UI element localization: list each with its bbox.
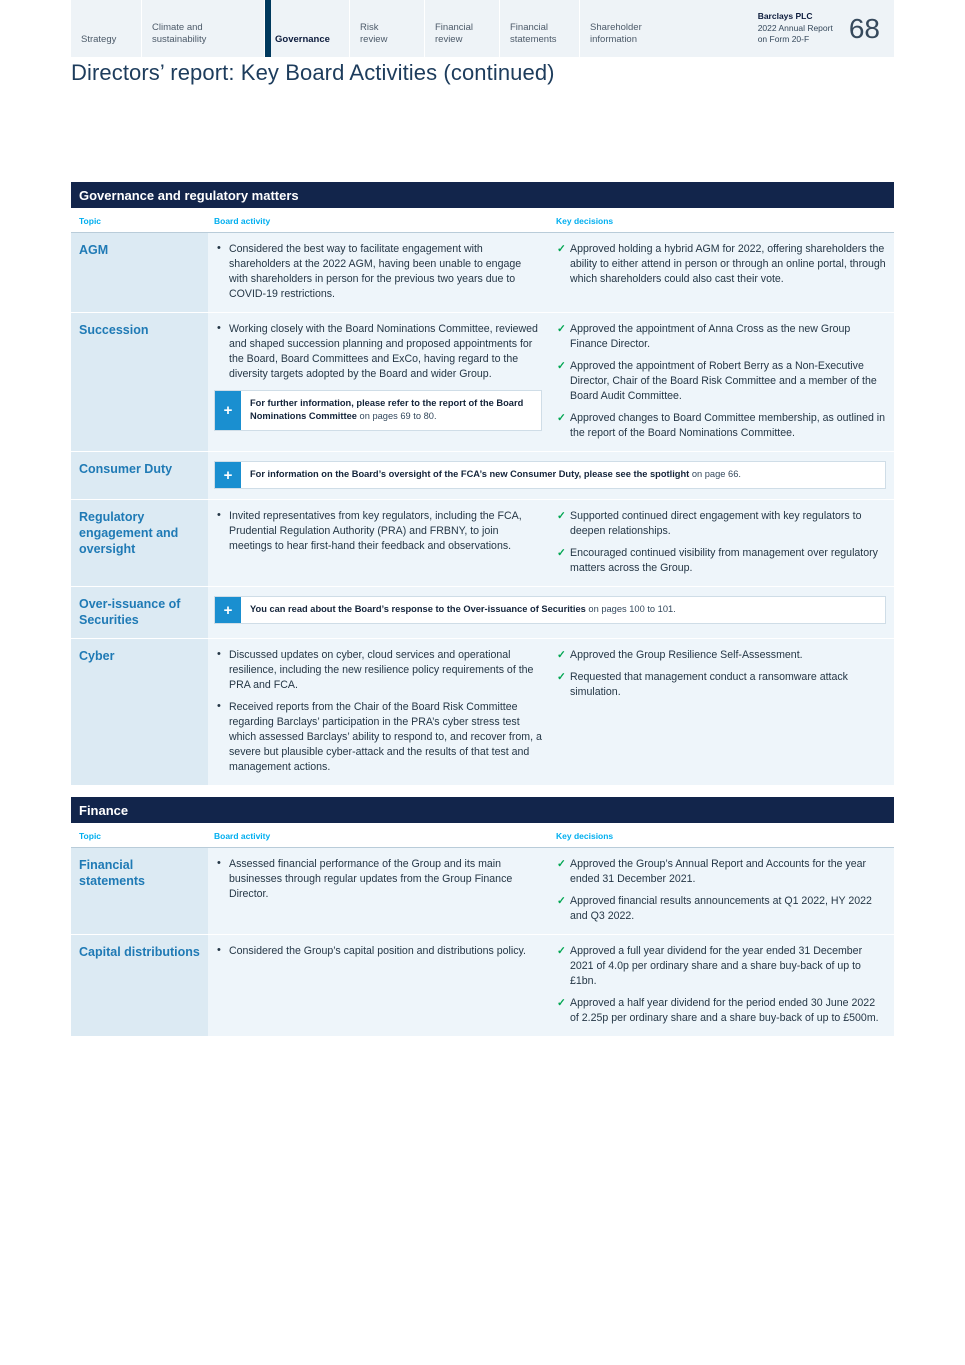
nav-tab-risk-review[interactable] bbox=[349, 0, 424, 57]
decision-bullet: ✓ Supported continued direct engagement with key regulators to deepen relationships. bbox=[556, 509, 886, 539]
decision-bullet: ✓ Approved holding a hybrid AGM for 2022, offering shareholders the ability to either attend in person or through an online portal, through which shareholders could also cast their vote. bbox=[556, 242, 886, 287]
row-board-activity bbox=[208, 233, 550, 312]
callout-bold-text: For information on the Board’s oversight of the FCA’s new Consumer Duty, please see the spotlight bbox=[250, 469, 690, 479]
page-number: 68 bbox=[848, 12, 880, 44]
activity-bullet: • Received reports from the Chair of the Board Risk Committee regarding Barclays’ participation in the PRA’s cyber stress test which assessed Barclays’ ability to respond to, and recover from, a severe but plausible cyber-attack and the results of that test and management actions. bbox=[214, 700, 542, 775]
activity-bullet: • Working closely with the Board Nominations Committee, reviewed and shaped succession planning and proposed appointments for the Board, Board Committees and ExCo, having regard to the diversity targets adopted by the Board and wider Group. bbox=[214, 322, 542, 382]
column-header-key-decisions: Key decisions bbox=[556, 831, 614, 841]
row-topic: Succession bbox=[71, 313, 208, 451]
nav-tab-label: Strategy bbox=[81, 33, 117, 45]
table-row bbox=[71, 233, 894, 313]
row-key-decisions bbox=[550, 500, 894, 586]
callout-bold-text: For further information, please refer to the report of the Board Nominations Committee bbox=[250, 398, 524, 421]
row-board-activity bbox=[208, 500, 550, 586]
section-governance-and-regulatory-matters bbox=[71, 182, 894, 786]
nav-tab-label: Risk bbox=[360, 22, 379, 33]
nav-tab-financial-review[interactable] bbox=[424, 0, 499, 57]
callout-page-reference: on pages 100 to 101. bbox=[585, 604, 676, 614]
row-key-decisions bbox=[550, 233, 894, 312]
table-row bbox=[71, 587, 894, 639]
column-header-topic: Topic bbox=[79, 831, 102, 841]
row-topic: Regulatory engagement and oversight bbox=[71, 500, 208, 586]
nav-tab-label: Governance bbox=[275, 33, 330, 45]
nav-tab-label: review bbox=[360, 33, 388, 45]
row-key-decisions bbox=[550, 313, 894, 451]
plus-icon: + bbox=[215, 597, 241, 623]
activity-bullet: • Discussed updates on cyber, cloud services and operational resilience, including the new resilience policy requirements of the PRA and FCA. bbox=[214, 648, 542, 693]
callout-page-reference: on page 66. bbox=[689, 469, 741, 479]
report-title-line1: 2022 Annual Report bbox=[757, 22, 833, 33]
table-row bbox=[71, 500, 894, 587]
nav-tab-strategy[interactable] bbox=[71, 0, 141, 57]
page-header bbox=[71, 0, 894, 57]
row-board-activity bbox=[208, 639, 550, 785]
decision-bullet: ✓ Approved a half year dividend for the period ended 30 June 2022 of 2.25p per ordinary share and a share buy-back of up to £500m. bbox=[556, 996, 886, 1026]
cross-reference-callout[interactable] bbox=[214, 461, 886, 489]
decision-bullet: ✓ Approved changes to Board Committee membership, as outlined in the report of the Board Nominations Committee. bbox=[556, 411, 886, 441]
row-board-activity bbox=[208, 848, 550, 934]
row-callout bbox=[208, 587, 894, 638]
decision-bullet: ✓ Requested that management conduct a ransomware attack simulation. bbox=[556, 670, 886, 700]
column-header-row bbox=[71, 208, 894, 233]
table-row bbox=[71, 848, 894, 935]
cross-reference-callout[interactable] bbox=[214, 596, 886, 624]
decision-bullet: ✓ Approved a full year dividend for the year ended 31 December 2021 of 4.0p per ordinary share and a share buy-back of up to £1bn. bbox=[556, 944, 886, 989]
decision-bullet: ✓ Approved the Group Resilience Self-Assessment. bbox=[556, 648, 886, 663]
report-title-line2: on Form 20-F bbox=[757, 34, 810, 45]
row-topic: AGM bbox=[71, 233, 208, 312]
activity-bullet: • Considered the Group’s capital position and distributions policy. bbox=[214, 944, 542, 959]
callout-bold-text: You can read about the Board’s response to the Over-issuance of Securities bbox=[250, 604, 586, 614]
nav-tab-governance[interactable] bbox=[264, 0, 349, 57]
nav-tab-climate-and-sustainability[interactable] bbox=[141, 0, 264, 57]
column-header-key-decisions: Key decisions bbox=[556, 216, 614, 226]
row-board-activity bbox=[208, 935, 550, 1036]
nav-tab-label: Climate and bbox=[152, 22, 203, 33]
row-topic: Cyber bbox=[71, 639, 208, 785]
decision-bullet: ✓ Approved the Group’s Annual Report and Accounts for the year ended 31 December 2021. bbox=[556, 857, 886, 887]
nav-tab-label: review bbox=[435, 33, 463, 45]
nav-tab-label: sustainability bbox=[152, 33, 207, 45]
table-row bbox=[71, 935, 894, 1037]
table-row bbox=[71, 639, 894, 786]
activity-bullet: • Assessed financial performance of the Group and its main businesses through regular updates from the Group Finance Director. bbox=[214, 857, 542, 902]
section-heading: Governance and regulatory matters bbox=[71, 182, 894, 208]
column-header-row bbox=[71, 823, 894, 848]
nav-tab-label: Shareholder bbox=[590, 22, 642, 33]
decision-bullet: ✓ Encouraged continued visibility from management over regulatory matters across the Group. bbox=[556, 546, 886, 576]
callout-page-reference: on pages 69 to 80. bbox=[356, 411, 437, 421]
activity-bullet: • Considered the best way to facilitate engagement with shareholders at the 2022 AGM, having been unable to engage with shareholders in person for the previous two years due to COVID-19 restrictions. bbox=[214, 242, 542, 302]
plus-icon: + bbox=[215, 462, 241, 488]
row-board-activity bbox=[208, 313, 550, 451]
row-key-decisions bbox=[550, 935, 894, 1036]
row-callout bbox=[208, 452, 894, 499]
section-finance bbox=[71, 797, 894, 1037]
nav-tab-label: Financial bbox=[435, 22, 474, 33]
section-nav bbox=[71, 0, 672, 57]
nav-tab-label: statements bbox=[510, 33, 557, 45]
row-topic: Financial statements bbox=[71, 848, 208, 934]
nav-tab-financial-statements[interactable] bbox=[499, 0, 579, 57]
cross-reference-callout[interactable] bbox=[214, 390, 542, 431]
row-topic: Consumer Duty bbox=[71, 452, 208, 499]
decision-bullet: ✓ Approved the appointment of Robert Berry as a Non-Executive Director, Chair of the Board Risk Committee and a member of the Board Audit Committee. bbox=[556, 359, 886, 404]
page-title: Directors’ report: Key Board Activities (continued) bbox=[71, 60, 555, 85]
column-header-board-activity: Board activity bbox=[214, 831, 271, 841]
row-key-decisions bbox=[550, 848, 894, 934]
brand-name: Barclays PLC bbox=[757, 11, 813, 22]
decision-bullet: ✓ Approved financial results announcements at Q1 2022, HY 2022 and Q3 2022. bbox=[556, 894, 886, 924]
decision-bullet: ✓ Approved the appointment of Anna Cross as the new Group Finance Director. bbox=[556, 322, 886, 352]
row-topic: Capital distributions bbox=[71, 935, 208, 1036]
table-row bbox=[71, 452, 894, 500]
section-heading: Finance bbox=[71, 797, 894, 823]
activity-bullet: • Invited representatives from key regulators, including the FCA, Prudential Regulation Authority (PRA) and FRBNY, to join meetings to hear first-hand their feedback and observations. bbox=[214, 509, 542, 554]
nav-tab-shareholder-information[interactable] bbox=[579, 0, 672, 57]
nav-tab-label: information bbox=[590, 33, 637, 45]
plus-icon: + bbox=[215, 391, 241, 430]
report-identity bbox=[672, 0, 894, 57]
row-key-decisions bbox=[550, 639, 894, 785]
column-header-topic: Topic bbox=[79, 216, 102, 226]
table-row bbox=[71, 313, 894, 452]
column-header-board-activity: Board activity bbox=[214, 216, 271, 226]
nav-tab-label: Financial bbox=[510, 22, 549, 33]
row-topic: Over-issuance of Securities bbox=[71, 587, 208, 638]
